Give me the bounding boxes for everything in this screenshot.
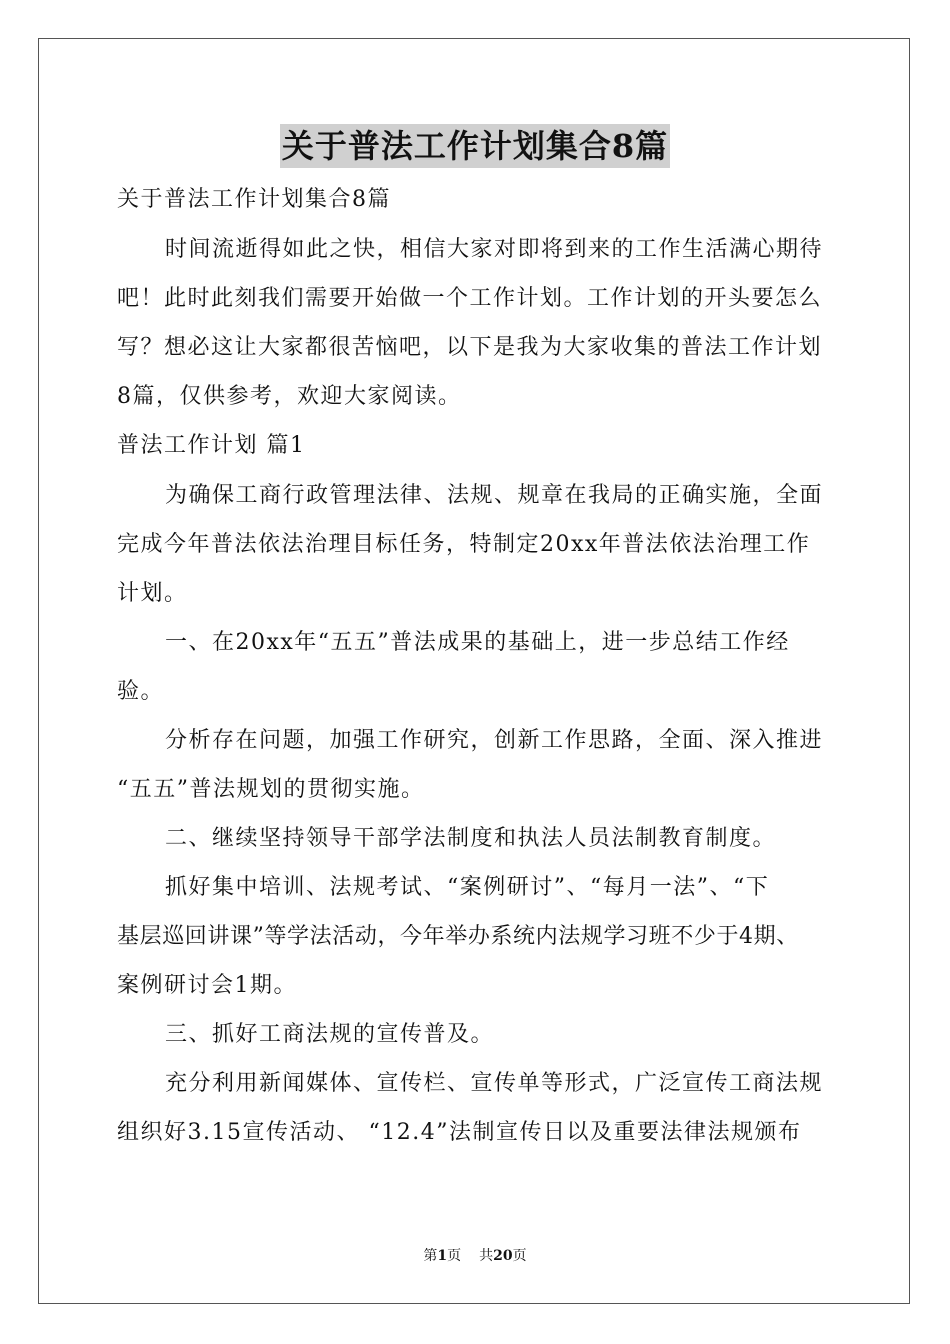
paragraph-line: 为确保工商行政管理法律、法规、规章在我局的正确实施，全面 bbox=[165, 483, 824, 508]
total-label-prefix: 共 bbox=[479, 1248, 494, 1264]
document-body bbox=[117, 180, 853, 1162]
paragraph-line: 充分利用新闻媒体、宣传栏、宣传单等形式，广泛宣传工商法规 bbox=[165, 1071, 824, 1096]
page-footer bbox=[0, 1246, 950, 1266]
total-pages: 20 bbox=[493, 1248, 513, 1264]
page-label-suffix: 页 bbox=[447, 1248, 462, 1264]
paragraph-line: 8篇，仅供参考，欢迎大家阅读。 bbox=[117, 384, 462, 409]
page-number: 1 bbox=[437, 1248, 448, 1264]
paragraph-line: 分析存在问题，加强工作研究，创新工作思路，全面、深入推进 bbox=[165, 728, 824, 753]
paragraph-line: 案例研讨会1期。 bbox=[117, 973, 297, 998]
document-title: 关于普法工作计划集合8篇 bbox=[280, 124, 670, 168]
paragraph-line: 三、抓好工商法规的宣传普及。 bbox=[165, 1022, 495, 1047]
paragraph-line: 时间流逝得如此之快，相信大家对即将到来的工作生活满心期待 bbox=[165, 237, 824, 262]
paragraph-line: 二、继续坚持领导干部学法制度和执法人员法制教育制度。 bbox=[165, 826, 777, 851]
paragraph-line: 吧！此时此刻我们需要开始做一个工作计划。工作计划的开头要怎么 bbox=[117, 286, 823, 311]
paragraph-line: 计划。 bbox=[117, 581, 188, 606]
page-label-prefix: 第 bbox=[423, 1248, 438, 1264]
paragraph-line: 抓好集中培训、法规考试、“案例研讨”、“每月一法”、“下 bbox=[165, 875, 770, 900]
subtitle-line: 关于普法工作计划集合8篇 bbox=[117, 187, 391, 212]
paragraph-line: 组织好3.15宣传活动、 “12.4”法制宣传日以及重要法律法规颁布 bbox=[117, 1120, 802, 1145]
total-label-suffix: 页 bbox=[512, 1248, 527, 1264]
section-heading: 普法工作计划 篇1 bbox=[117, 433, 306, 458]
paragraph-line: 基层巡回讲课”等学法活动，今年举办系统内法规学习班不少于4期、 bbox=[117, 924, 799, 949]
paragraph-line: “五五”普法规划的贯彻实施。 bbox=[117, 777, 425, 802]
paragraph-line: 完成今年普法依法治理目标任务，特制定20xx年普法依法治理工作 bbox=[117, 532, 811, 557]
paragraph-line: 一、在20xx年“五五”普法成果的基础上，进一步总结工作经 bbox=[165, 630, 790, 655]
paragraph-line: 写？想必这让大家都很苦恼吧，以下是我为大家收集的普法工作计划 bbox=[117, 335, 823, 360]
title-container bbox=[0, 124, 950, 168]
paragraph-line: 验。 bbox=[117, 679, 165, 704]
